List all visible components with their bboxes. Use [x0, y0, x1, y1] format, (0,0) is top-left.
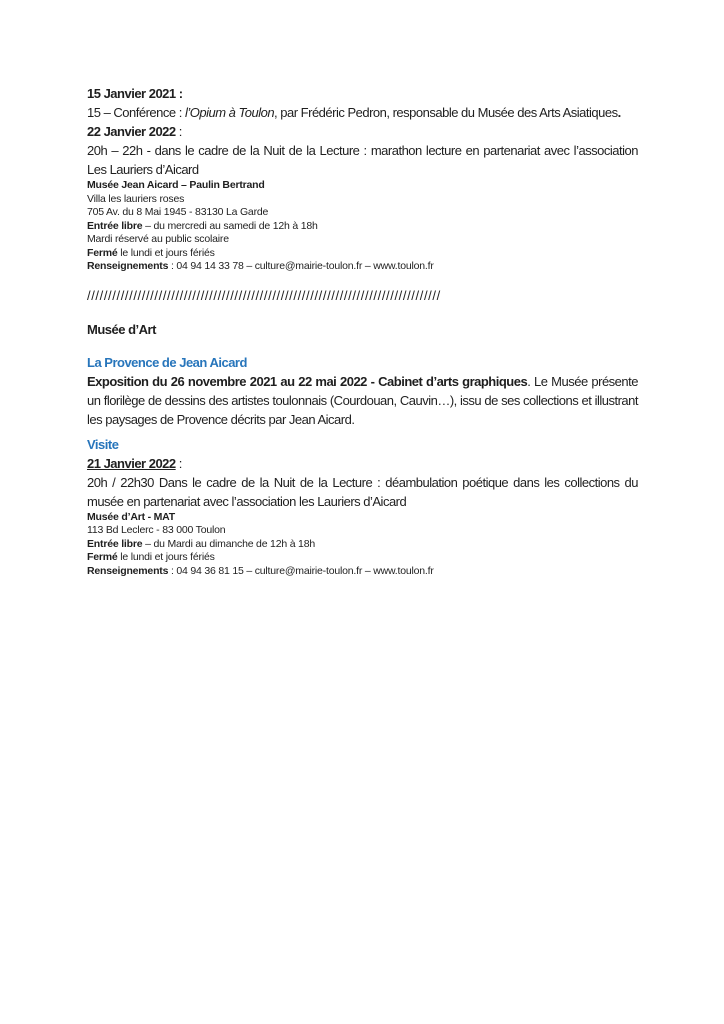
entree-libre-hours: – du mercredi au samedi de 12h à 18h: [142, 219, 318, 232]
venue-entree-line: [87, 220, 638, 234]
visite-date-colon: :: [175, 455, 182, 471]
expo-dates-bold: Exposition du 26 novembre 2021 au 22 mai 2022 - Cabinet d’arts graphiques: [87, 373, 528, 389]
venue-name-mat: Musée d’Art - MAT: [87, 510, 175, 523]
event-date-15-janvier-2021: 15 Janvier 2021 :: [87, 86, 183, 101]
renseignements-label: Renseignements: [87, 260, 169, 272]
event-date-22-colon: :: [175, 124, 182, 139]
event-date-22-janvier-2022: [87, 122, 638, 141]
venue-address-line-1: Villa les lauriers roses: [87, 192, 185, 205]
mat-ferme-days: le lundi et jours fériés: [117, 551, 215, 563]
mat-ferme-label: Fermé: [87, 551, 118, 563]
conference-prefix: 15 – Conférence :: [87, 105, 185, 120]
venue-info-musee-d-art: [87, 511, 638, 579]
visite-date-underlined: 21 Janvier 2022: [87, 455, 176, 471]
slash-divider: ////////////////////////////////////////////////////////////////////////////////////: [87, 287, 441, 303]
mat-renseignements-label: Renseignements: [87, 564, 169, 577]
venue-info-jean-aicard: [87, 179, 638, 274]
venue-mat-renseignements-line: [87, 565, 638, 579]
mat-entree-libre-label: Entrée libre: [87, 537, 143, 550]
event-conference-line: [87, 103, 638, 122]
events-block-jean-aicard: [87, 84, 638, 179]
section-musee-jean-aicard: [87, 84, 638, 274]
venue-scolaire-line: Mardi réservé au public scolaire: [87, 233, 229, 245]
venue-mat-entree-line: [87, 538, 638, 552]
renseignements-contact: : 04 94 14 33 78 – culture@mairie-toulon.fr – www.toulon.fr: [168, 260, 434, 272]
mat-entree-libre-hours: – du Mardi au dimanche de 12h à 18h: [142, 537, 315, 550]
conference-bold-period: .: [617, 105, 621, 120]
section-musee-d-art: [87, 320, 638, 579]
mat-renseignements-contact: : 04 94 36 81 15 – culture@mairie-toulon.fr – www.toulon.fr: [168, 564, 434, 577]
venue-mat-address: 113 Bd Leclerc - 83 000 Toulon: [87, 524, 226, 536]
event-date-22-bold: 22 Janvier 2022: [87, 124, 176, 139]
expo-paragraph: [87, 372, 638, 429]
entree-libre-label: Entrée libre: [87, 219, 143, 232]
visite-date-line: [87, 454, 638, 473]
venue-ferme-line: [87, 247, 638, 261]
ferme-days: le lundi et jours fériés: [117, 246, 215, 259]
visite-paragraph: 20h / 22h30 Dans le cadre de la Nuit de la Lecture : déambulation poétique dans les collections du musée en partenariat avec l’association les Lauriers d’Aicard: [87, 474, 638, 509]
venue-name: Musée Jean Aicard – Paulin Bertrand: [87, 179, 265, 191]
musee-d-art-title: Musée d’Art: [87, 321, 156, 337]
visite-heading: Visite: [87, 436, 119, 452]
event-nuit-lecture-paragraph: 20h – 22h - dans le cadre de la Nuit de la Lecture : marathon lecture en partenariat avec l’association Les Lauriers d’Aicard: [87, 143, 638, 177]
venue-renseignements-line: [87, 260, 638, 274]
conference-middle: , par Frédéric Pedron, responsable du Musée des Arts Asiatiques: [274, 105, 618, 120]
conference-title-italic: l’Opium à Toulon: [184, 105, 275, 120]
venue-address-line-2: 705 Av. du 8 Mai 1945 - 83130 La Garde: [87, 206, 269, 218]
expo-description: . Le Musée présente un florilège de dessins des artistes toulonnais (Courdouan, Cauvin…), issu de ses collections et illustrant les paysages de Provence décrits par Jean Aicard.: [87, 373, 638, 427]
expo-heading-la-provence: La Provence de Jean Aicard: [87, 354, 247, 370]
venue-mat-ferme-line: [87, 551, 638, 565]
ferme-label: Fermé: [87, 246, 118, 259]
